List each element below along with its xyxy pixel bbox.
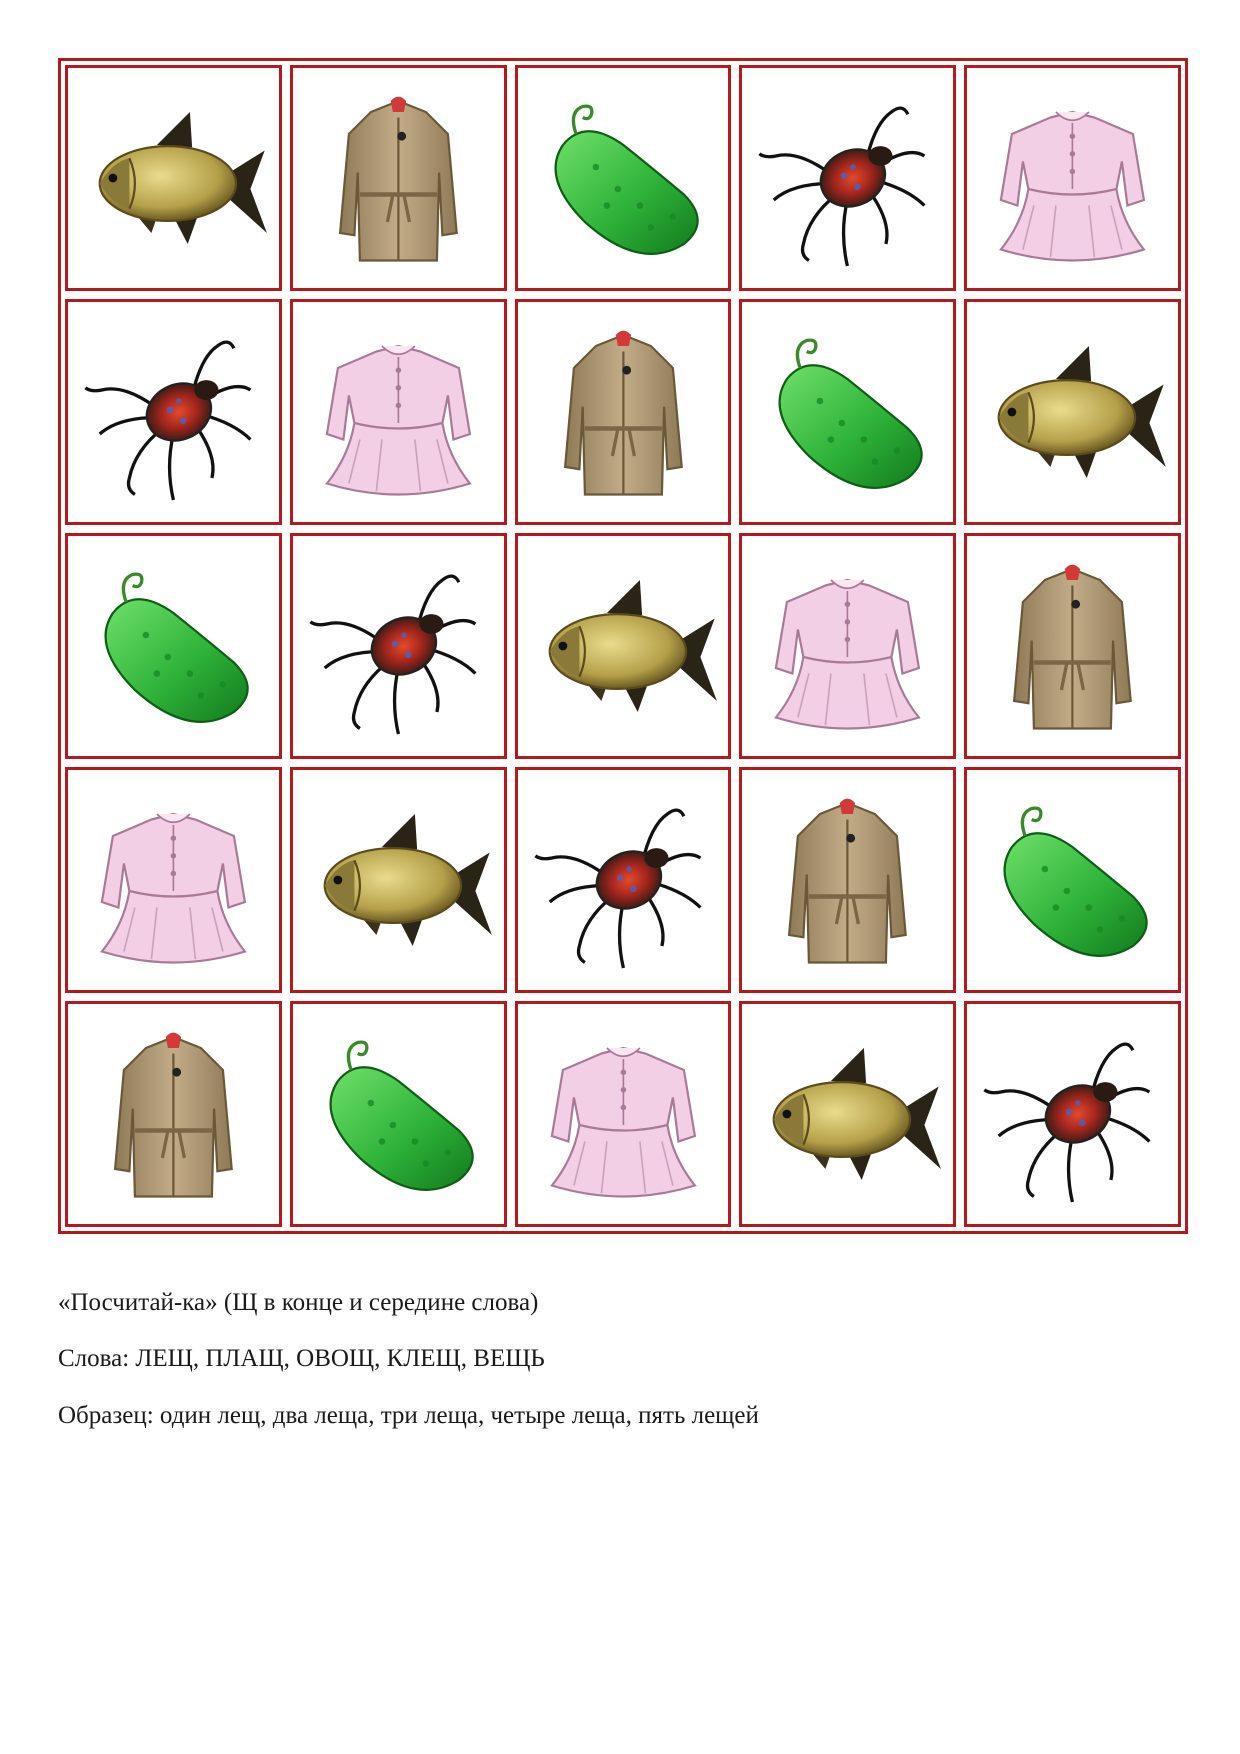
grid-cell	[739, 299, 956, 525]
cucumber-icon	[742, 302, 953, 522]
grid-cell	[964, 533, 1181, 759]
coat-icon	[742, 770, 953, 990]
tick-icon	[68, 302, 279, 522]
grid-cell	[515, 1001, 732, 1227]
grid-cell	[515, 767, 732, 993]
grid-cell	[739, 533, 956, 759]
cucumber-icon	[293, 1004, 504, 1224]
word-list: Слова: ЛЕЩ, ПЛАЩ, ОВОЩ, КЛЕЩ, ВЕЩЬ	[58, 1345, 545, 1372]
grid-cell	[290, 65, 507, 291]
dress-icon	[68, 770, 279, 990]
grid-cell	[290, 299, 507, 525]
grid-cell	[65, 533, 282, 759]
grid-cell	[964, 65, 1181, 291]
grid-cell	[290, 533, 507, 759]
exercise-title: «Посчитай-ка» (Щ в конце и середине слова)	[58, 1289, 539, 1316]
cucumber-icon	[518, 68, 729, 288]
coat-icon	[967, 536, 1178, 756]
fish-icon	[742, 1004, 953, 1224]
picture-grid	[58, 58, 1188, 1234]
fish-icon	[967, 302, 1178, 522]
grid-cell	[65, 299, 282, 525]
tick-icon	[967, 1004, 1178, 1224]
grid-cell	[65, 65, 282, 291]
grid-cell	[290, 767, 507, 993]
fish-icon	[68, 68, 279, 288]
grid-cell	[964, 1001, 1181, 1227]
sample-phrase: Образец: один лещ, два леща, три леща, четыре леща, пять лещей	[58, 1402, 759, 1429]
coat-icon	[293, 68, 504, 288]
grid-cell	[739, 65, 956, 291]
grid-cell	[515, 533, 732, 759]
tick-icon	[518, 770, 729, 990]
grid-cell	[65, 767, 282, 993]
cucumber-icon	[967, 770, 1178, 990]
grid-cell	[739, 1001, 956, 1227]
coat-icon	[68, 1004, 279, 1224]
grid-cell	[65, 1001, 282, 1227]
grid-cell	[290, 1001, 507, 1227]
tick-icon	[742, 68, 953, 288]
coat-icon	[518, 302, 729, 522]
grid-cell	[515, 299, 732, 525]
grid-cell	[964, 767, 1181, 993]
tick-icon	[293, 536, 504, 756]
dress-icon	[518, 1004, 729, 1224]
grid-cell	[739, 767, 956, 993]
grid-cell	[515, 65, 732, 291]
dress-icon	[967, 68, 1178, 288]
dress-icon	[293, 302, 504, 522]
fish-icon	[518, 536, 729, 756]
dress-icon	[742, 536, 953, 756]
cucumber-icon	[68, 536, 279, 756]
fish-icon	[293, 770, 504, 990]
grid-cell	[964, 299, 1181, 525]
